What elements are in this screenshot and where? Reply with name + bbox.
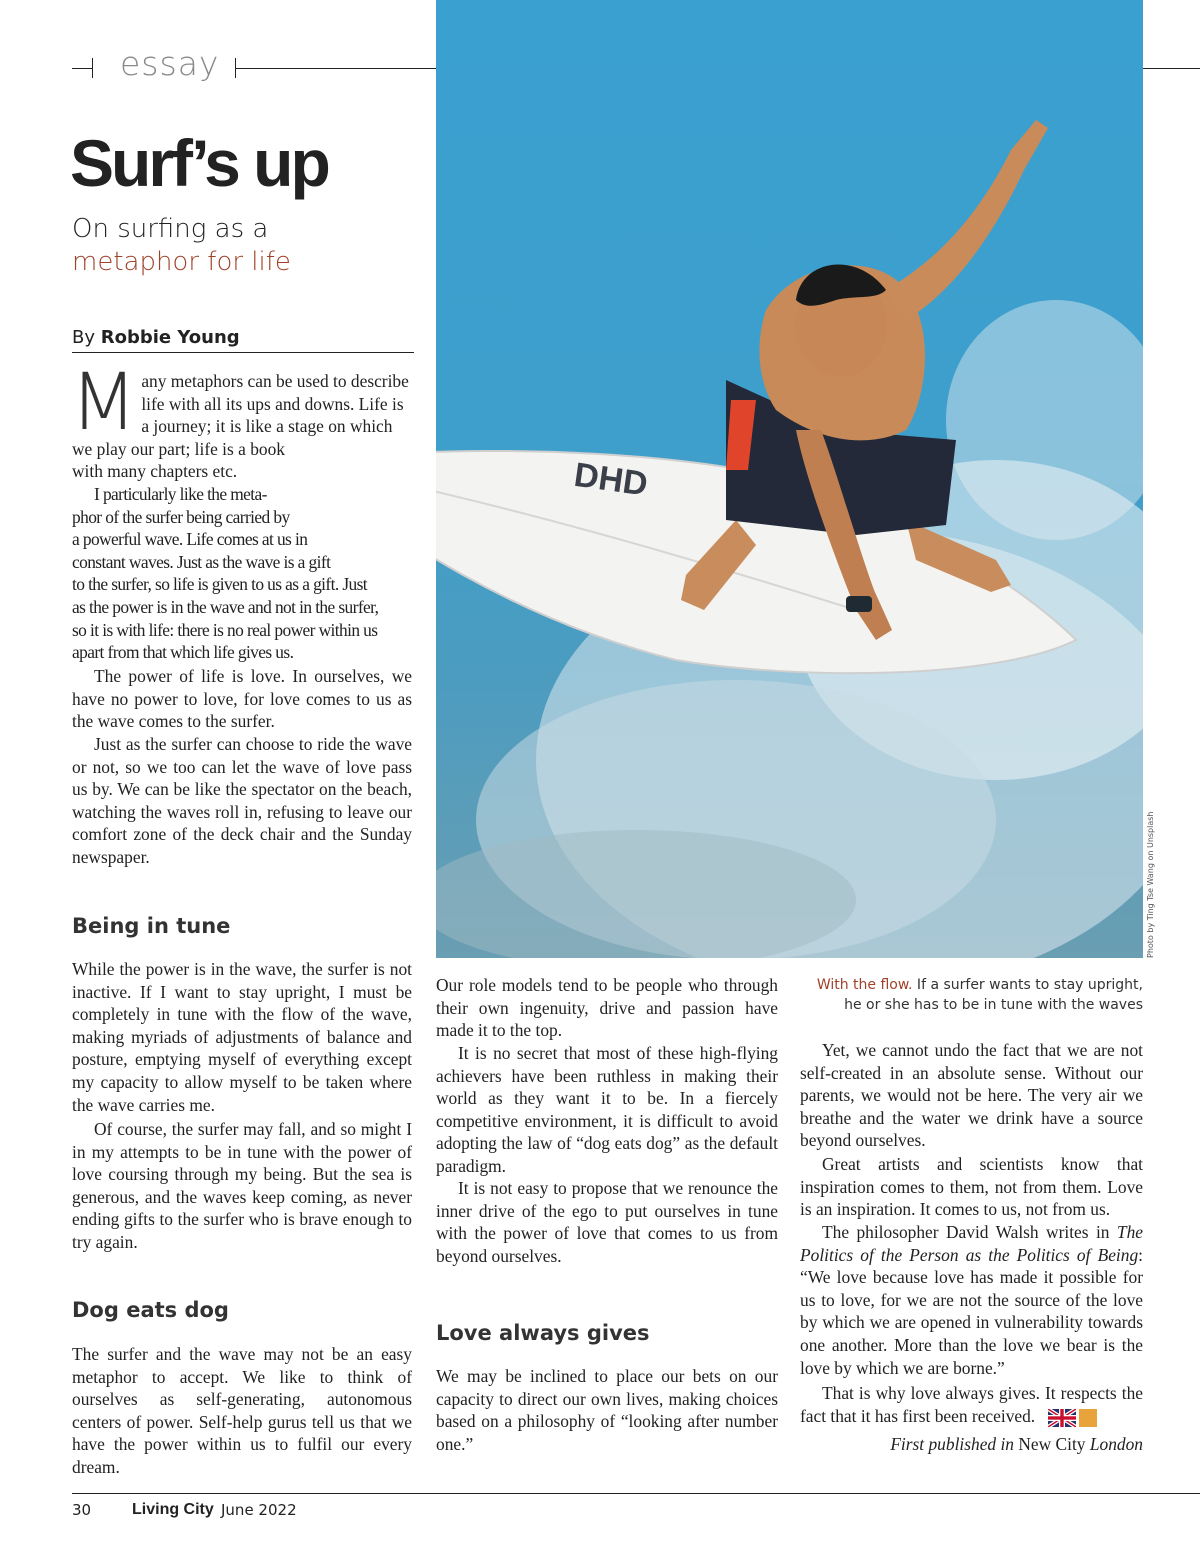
text-line: as the power is in the wave and not in the surfer, (72, 596, 379, 617)
header-rule-far-right (1143, 68, 1200, 69)
closing-text: That is why love always gives. It respects the fact that it has first been received. (800, 1383, 1143, 1426)
board-logo: DHD (571, 455, 651, 504)
header-rule-right (235, 68, 436, 69)
paragraph-9: It is no secret that most of these high-flying achievers have been ruthless in making their world as they want it to be. In a fiercely competitive environment, it is difficult to avoid adopting the law of “dog eats dog” as the default paradigm. (436, 1043, 778, 1176)
paragraph-4: Just as the surfer can choose to ride the wave or not, so we too can let the wave of love pass us by. We can be like the spectator on the beach, watching the waves roll in, refusing to leave our comfort zone of the deck chair and the Sunday newspaper. (72, 734, 412, 867)
photo-caption (800, 975, 1143, 1015)
quote-text: : “We love because love has made it possible for us to love, for we are not the source of the love by which we are opened in vulnerability towards one another. More than the love we bear is the love by which we are borne.” (800, 1244, 1143, 1378)
header-tick (92, 58, 93, 78)
text-line: constant waves. Just as the wave is a gift (72, 551, 331, 572)
text-line: phor of the surfer being carried by (72, 506, 290, 527)
paragraph-12: Yet, we cannot undo the fact that we are not self-created in an absolute sense. Without our parents, we would not be here. The very air we breathe and the water we drink have a source beyond ourselves. (800, 1040, 1143, 1151)
text-line: a powerful wave. Life comes at us in (72, 529, 308, 550)
subtitle-accent: metaphor for life (72, 247, 291, 277)
text-line: so it is with life: there is no real power within us (72, 619, 378, 640)
subhead-love-always-gives: Love always gives (436, 1321, 650, 1345)
subhead-dog-eats-dog: Dog eats dog (72, 1298, 229, 1322)
text-line: I particularly like the meta- (94, 484, 267, 504)
paragraph-1 (70, 358, 412, 483)
issue-date: June 2022 (221, 1501, 297, 1519)
caption-lead: With the flow. (816, 977, 913, 993)
magazine-name: Living City (132, 1501, 214, 1518)
text-line: apart from that which life gives us. (72, 642, 294, 663)
first-pub-prefix: First published in (890, 1434, 1019, 1454)
subtitle-line: On surfing as a (72, 214, 269, 244)
byline (72, 327, 414, 353)
text-line: life with all its ups and downs. Life is (141, 393, 404, 414)
photo-credit: Photo by Ting Tse Wang on Unsplash (1146, 811, 1155, 958)
section-label: essay (120, 44, 220, 83)
uk-flag-icon (1048, 1409, 1076, 1427)
text-line: to the surfer, so life is given to us as a gift. Just (72, 574, 367, 595)
text-line: a journey; it is like a stage on which (141, 416, 393, 437)
drop-cap: M (70, 358, 138, 448)
article-title: Surf’s up (70, 126, 328, 200)
text-line: any metaphors can be used to describe (141, 371, 409, 391)
quote-intro: The philosopher David Walsh writes in (822, 1222, 1117, 1242)
first-pub-magazine: New City (1018, 1434, 1086, 1454)
paragraph-8: Our role models tend to be people who through their own ingenuity, drive and passion have made it to the top. (436, 975, 778, 1041)
caption-text: If a surfer wants to stay upright, he or she has to be in tune with the waves (844, 977, 1143, 1013)
paragraph-15 (800, 1382, 1143, 1427)
subhead-being-in-tune: Being in tune (72, 914, 231, 938)
surfer-illustration (436, 0, 1143, 958)
first-pub-city: London (1085, 1434, 1143, 1454)
first-published-note (800, 1434, 1143, 1455)
paragraph-5: While the power is in the wave, the surfer is not inactive. If I want to stay upright, I must be completely in tune with the flow of the wave, making myriads of adjustments of balance and posture, emptying myself of everything except my capacity to allow myself to be taken where the wave carries me. (72, 959, 412, 1115)
living-city-end-mark-icon: LC (1079, 1409, 1097, 1427)
paragraph-2 (72, 483, 412, 664)
author-name: Robbie Young (100, 327, 240, 348)
paragraph-10: It is not easy to propose that we renounce the inner drive of the ego to put ourselves in tune with the power of love that comes to us from beyond ourselves. (436, 1178, 778, 1266)
text-line: with many chapters etc. (72, 461, 238, 482)
paragraph-7: The surfer and the wave may not be an easy metaphor to accept. We like to think of ourselves as self-generating, autonomous centers of power. Self-help gurus tell us that we have the power within us to fulfil our every dream. (72, 1344, 412, 1477)
paragraph-14 (800, 1221, 1143, 1379)
paragraph-6: Of course, the surfer may fall, and so might I in my attempts to be in tune with the power of love coursing through my being. But the sea is generous, and the waves keep coming, as never ending gifts to the surfer who is brave enough to try again. (72, 1119, 412, 1252)
text-line: we play our part; life is a book (72, 438, 285, 459)
paragraph-3: The power of life is love. In ourselves, we have no power to love, for love comes to us as the wave comes to the surfer. (72, 666, 412, 732)
article-subtitle (72, 213, 291, 279)
surfer-photo (436, 0, 1143, 958)
paragraph-11: We may be inclined to place our bets on our capacity to direct our own lives, making choices based on a philosophy of “looking after number one.” (436, 1366, 778, 1454)
byline-prefix: By (72, 327, 96, 348)
paragraph-13: Great artists and scientists know that inspiration comes to them, not from them. Love is an inspiration. It comes to us, not from us. (800, 1154, 1143, 1220)
footer-rule (72, 1493, 1200, 1494)
header-rule-left (72, 68, 92, 69)
page-number: 30 (72, 1501, 92, 1519)
book-title: The Politics of the Person as the Politics of Being (800, 1222, 1143, 1265)
